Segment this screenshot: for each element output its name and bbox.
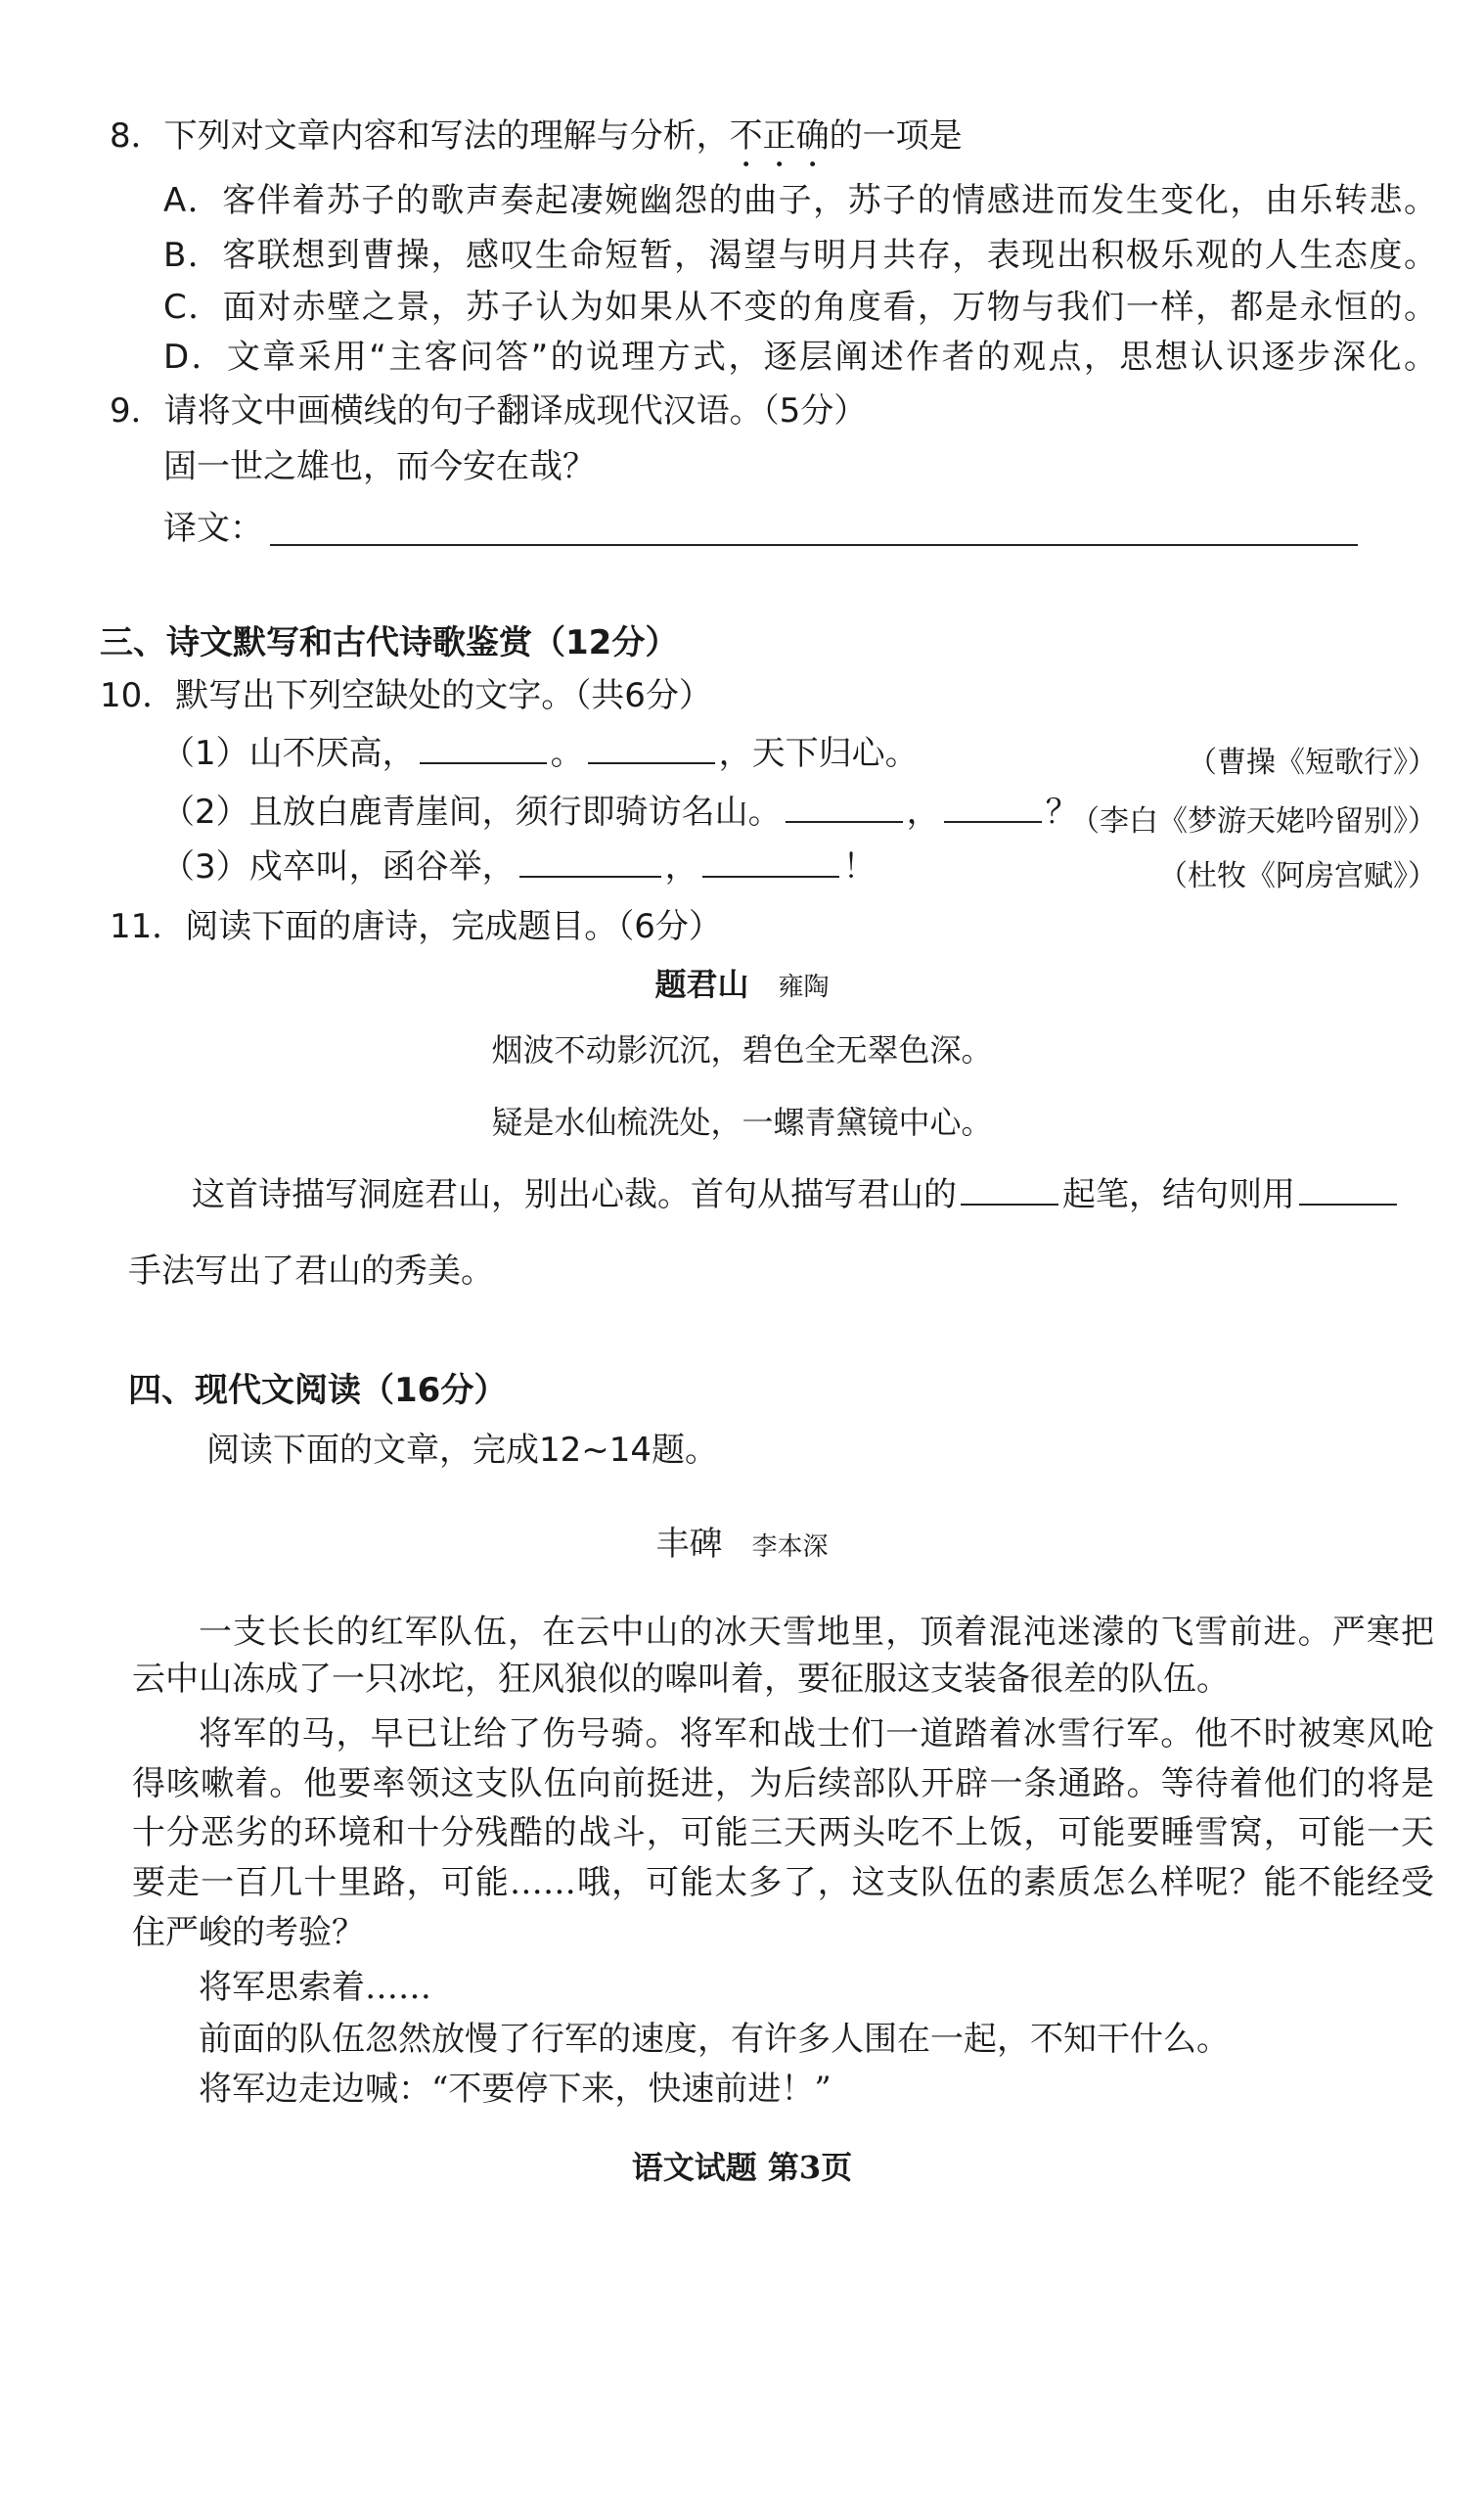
q10-item-1-blank-2[interactable] xyxy=(588,733,715,764)
q11-question-line-2: 手法写出了君山的秀美。 xyxy=(128,1252,494,1291)
q10-item-3 xyxy=(161,845,877,888)
q8-option-a: A．客伴着苏子的歌声奏起凄婉幽怨的曲子，苏子的情感进而发生变化，由乐转悲。 xyxy=(163,181,1437,220)
q10-item-3-start: （3）戍卒叫，函谷举， xyxy=(161,847,516,887)
q10-item-3-blank-1[interactable] xyxy=(519,846,661,878)
q8-prompt xyxy=(110,114,963,175)
article-heading xyxy=(0,1523,1484,1569)
q10-item-2-blank-2[interactable] xyxy=(944,792,1042,823)
q10-item-1-mid: 。 xyxy=(550,734,584,773)
poem-title: 题君山 xyxy=(654,966,749,1003)
q10-item-1-blank-1[interactable] xyxy=(420,733,547,764)
q8-option-b: B．客联想到曹操，感叹生命短暂，渴望与明月共存，表现出积极乐观的人生态度。 xyxy=(163,236,1437,275)
q10-item-2 xyxy=(161,791,1079,834)
q8-option-c: C．面对赤壁之景，苏子认为如果从不变的角度看，万物与我们一样，都是永恒的。 xyxy=(163,288,1437,327)
q11-question-part2: 起笔，结句则用 xyxy=(1062,1175,1295,1214)
article-line: 要走一百几十里路，可能……哦，可能太多了，这支队伍的素质怎么样呢？能不能经受 xyxy=(132,1863,1434,1902)
q11-question-line-1 xyxy=(192,1173,1401,1216)
article-author: 李本深 xyxy=(751,1532,829,1562)
q10-item-2-end: ？ xyxy=(1045,793,1079,832)
article-line: 得咳嗽着。他要率领这支队伍向前挺进，为后续部队开辟一条通路。等待着他们的将是 xyxy=(132,1764,1434,1803)
section4-title: 四、现代文阅读（16分） xyxy=(128,1371,508,1410)
q8-prompt-text: 8．下列对文章内容和写法的理解与分析， xyxy=(110,116,730,156)
q8-option-d: D．文章采用“主客问答”的说理方式，逐层阐述作者的观点，思想认识逐步深化。 xyxy=(163,338,1437,377)
q11-prompt: 11．阅读下面的唐诗，完成题目。（6分） xyxy=(110,907,722,946)
q11-question-part1: 这首诗描写洞庭君山，别出心裁。首句从描写君山的 xyxy=(192,1175,957,1214)
q8-emphasis: 不正确 xyxy=(729,116,830,156)
article-line: 前面的队伍忽然放慢了行军的速度，有许多人围在一起，不知干什么。 xyxy=(199,2020,1230,2059)
q10-item-1-end: ，天下归心。 xyxy=(718,734,919,773)
article-title: 丰碑 xyxy=(655,1525,723,1564)
q10-item-2-mid: ， xyxy=(906,793,940,832)
article-line: 将军边走边喊：“不要停下来，快速前进！” xyxy=(199,2070,832,2109)
article-line: 十分恶劣的环境和十分残酷的战斗，可能三天两头吃不上饭，可能要睡雪窝，可能一天 xyxy=(132,1813,1434,1852)
q11-blank-1[interactable] xyxy=(961,1174,1058,1206)
q11-blank-2[interactable] xyxy=(1299,1174,1397,1206)
page-footer: 语文试题 第3页 xyxy=(631,2149,853,2186)
q10-item-2-source: （李白《梦游天姥吟留别》） xyxy=(1070,804,1437,839)
section4-instruction: 阅读下面的文章，完成12~14题。 xyxy=(206,1431,719,1470)
q10-item-3-blank-2[interactable] xyxy=(702,846,839,878)
q10-item-2-blank-1[interactable] xyxy=(786,792,903,823)
section3-title: 三、诗文默写和古代诗歌鉴赏（12分） xyxy=(100,623,679,662)
q8-prompt-suffix: 的一项是 xyxy=(829,116,963,156)
article-line: 将军的马，早已让给了伤号骑。将军和战士们一道踏着冰雪行军。他不时被寒风呛 xyxy=(199,1714,1434,1754)
q10-prompt: 10．默写出下列空缺处的文字。（共6分） xyxy=(100,676,712,715)
q10-item-3-source: （杜牧《阿房宫赋》） xyxy=(1158,859,1437,893)
q9-answer-label: 译文： xyxy=(163,509,263,548)
poem-author: 雍陶 xyxy=(778,973,830,1002)
article-line: 住严峻的考验？ xyxy=(132,1913,365,1952)
q10-item-1 xyxy=(161,732,919,775)
q10-item-1-start: （1）山不厌高， xyxy=(161,734,416,773)
poem-heading xyxy=(0,963,1484,1009)
article-line: 一支长长的红军队伍，在云中山的冰天雪地里，顶着混沌迷濛的飞雪前进。严寒把 xyxy=(199,1613,1434,1652)
q10-item-3-mid: ， xyxy=(664,847,698,887)
poem-line-1: 烟波不动影沉沉，碧色全无翠色深。 xyxy=(491,1031,993,1069)
q9-answer-line[interactable] xyxy=(270,544,1358,546)
q10-item-3-end: ！ xyxy=(842,847,877,887)
q9-sentence: 固一世之雄也，而今安在哉？ xyxy=(163,447,596,486)
q9-prompt: 9．请将文中画横线的句子翻译成现代汉语。（5分） xyxy=(110,391,868,431)
article-line: 云中山冻成了一只冰坨，狂风狼似的嗥叫着，要征服这支装备很差的队伍。 xyxy=(132,1660,1230,1699)
article-line: 将军思索着…… xyxy=(199,1968,431,2007)
q10-item-1-source: （曹操《短歌行》） xyxy=(1188,746,1437,780)
poem-line-2: 疑是水仙梳洗处，一螺青黛镜中心。 xyxy=(491,1104,993,1141)
q10-item-2-start: （2）且放白鹿青崖间，须行即骑访名山。 xyxy=(161,793,782,832)
